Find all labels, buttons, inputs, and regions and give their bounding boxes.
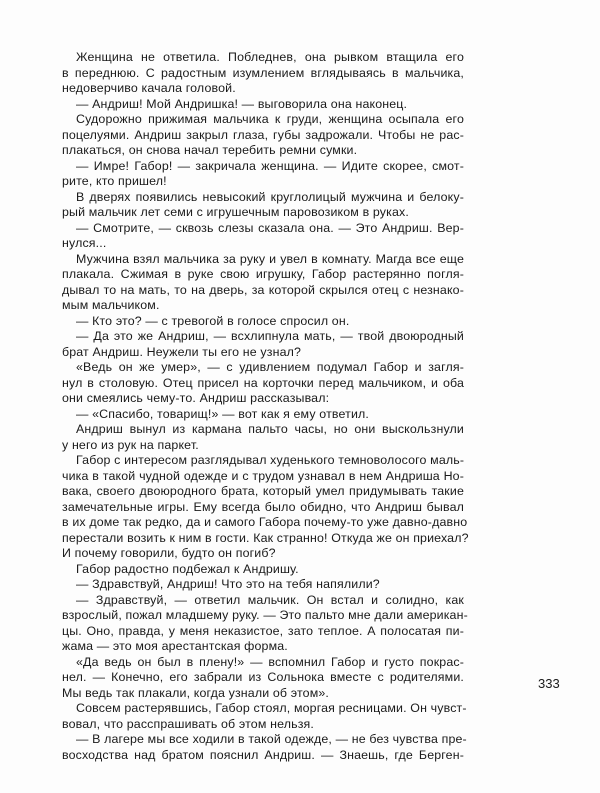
text-line: — Смотрите, — сквозь слезы сказала она. — Это Андриш. Вер- <box>76 220 464 235</box>
body-text <box>62 50 469 763</box>
text-line: — Здравствуй, — ответил мальчик. Он встал и солидно, как <box>76 592 464 607</box>
text-line: жама — это моя арестантская форма. <box>62 639 288 653</box>
text-line: брат Андриш. Неужели ты его не узнал? <box>62 344 302 359</box>
text-line: — В лагере мы все ходили в такой одежде, — не без чувства пре- <box>76 732 467 746</box>
text-line: нул в столовую. Отец присел на корточки перед мальчиком, и оба <box>62 375 464 390</box>
text-line: рите, кто пришел! <box>62 174 167 188</box>
text-line: цы. Оно, правда, у меня неказистое, зато теплое. А полосатая пи- <box>62 623 464 638</box>
text-line: — Имре! Габор! — закричала женщина. — Идите скорее, смот- <box>76 158 464 173</box>
text-line: рый мальчик лет семи с игрушечным паровозиком в руках. <box>62 205 409 219</box>
text-line: Судорожно прижимая мальчика к груди, женщина осыпала его <box>76 112 464 126</box>
text-line: в переднюю. С радостным изумлением вглядываясь в мальчика, <box>62 65 464 80</box>
text-line: дывал то на мать, то на дверь, за которой скрылся отец с незнако- <box>62 282 464 297</box>
text-line: — Кто это? — с тревогой в голосе спросил он. <box>76 313 350 328</box>
text-line: — Здравствуй, Андриш! Что это на тебя напялили? <box>76 577 380 591</box>
text-line: нел. — Конечно, его забрали из Сольнока вместе с родителями. <box>62 670 464 684</box>
text-line: — «Спасибо, товарищ!» — вот как я ему ответил. <box>76 406 369 421</box>
text-line: перестали возить к ним в гости. Как странно! Откуда же он приехал? <box>62 530 469 545</box>
text-line: Мужчина взял мальчика за руку и увел в комнату. Магда все еще <box>76 251 464 266</box>
text-line: нулся... <box>62 236 107 250</box>
text-line: Совсем растерявшись, Габор стоял, моргая ресницами. Он чувст- <box>76 701 467 715</box>
text-line: И почему говорили, будто он погиб? <box>62 546 276 560</box>
text-line: в их доме так редко, да и самого Габора почему-то уже давно-давно <box>62 515 468 529</box>
text-line: — Андриш! Мой Андришка! — выговорила она наконец. <box>76 96 408 111</box>
text-line: восходства над братом пояснил Андриш. — Знаешь, где Берген- <box>62 747 464 762</box>
text-line: мым мальчиком. <box>62 298 160 312</box>
text-line: чика в такой чудной одежде и с трудом узнавал в нем Андриша Но- <box>62 468 464 483</box>
text-line: они смеялись чему-то. Андриш рассказывал: <box>62 391 330 405</box>
text-line: плакала. Сжимая в руке свою игрушку, Габор растерянно погля- <box>62 267 464 281</box>
page-number: 333 <box>538 676 560 691</box>
text-line: «Да ведь он был в плену!» — вспомнил Габор и густо покрас- <box>76 654 464 669</box>
text-line: недоверчиво качала головой. <box>62 81 236 95</box>
text-line: Мы ведь так плакали, когда узнали об этом». <box>62 685 329 700</box>
text-line: вака, своего двоюродного брата, который умел придумывать такие <box>62 484 464 498</box>
text-line: поцелуями. Андриш закрыл глаза, губы задрожали. Чтобы не рас- <box>62 127 464 142</box>
text-line: Женщина не ответила. Побледнев, она рывком втащила его <box>76 50 464 64</box>
text-line: вовал, что расспрашивать об этом нельзя. <box>62 716 314 731</box>
text-line: Габор с интересом разглядывал худенького темноволосого маль- <box>76 453 465 467</box>
text-line: замечательные игры. Ему всегда было обидно, что Андриш бывал <box>62 499 464 514</box>
text-line: взрослый, пожал младшему руку. — Это пальто мне дали американ- <box>62 608 468 622</box>
text-line: Габор радостно подбежал к Андришу. <box>76 561 299 576</box>
text-line: «Ведь он же умер», — с удивлением подумал Габор и загля- <box>76 360 464 374</box>
text-line: плакаться, он снова начал теребить ремни сумки. <box>62 143 358 157</box>
text-line: В дверях появились невысокий круглолицый мужчина и белоку- <box>76 189 464 204</box>
text-line: у него из рук на паркет. <box>62 437 199 452</box>
text-line: Андриш вынул из кармана пальто часы, но они выскользнули <box>76 422 464 436</box>
text-line: — Да это же Андриш, — всхлипнула мать, — твой двоюродный <box>76 329 464 343</box>
